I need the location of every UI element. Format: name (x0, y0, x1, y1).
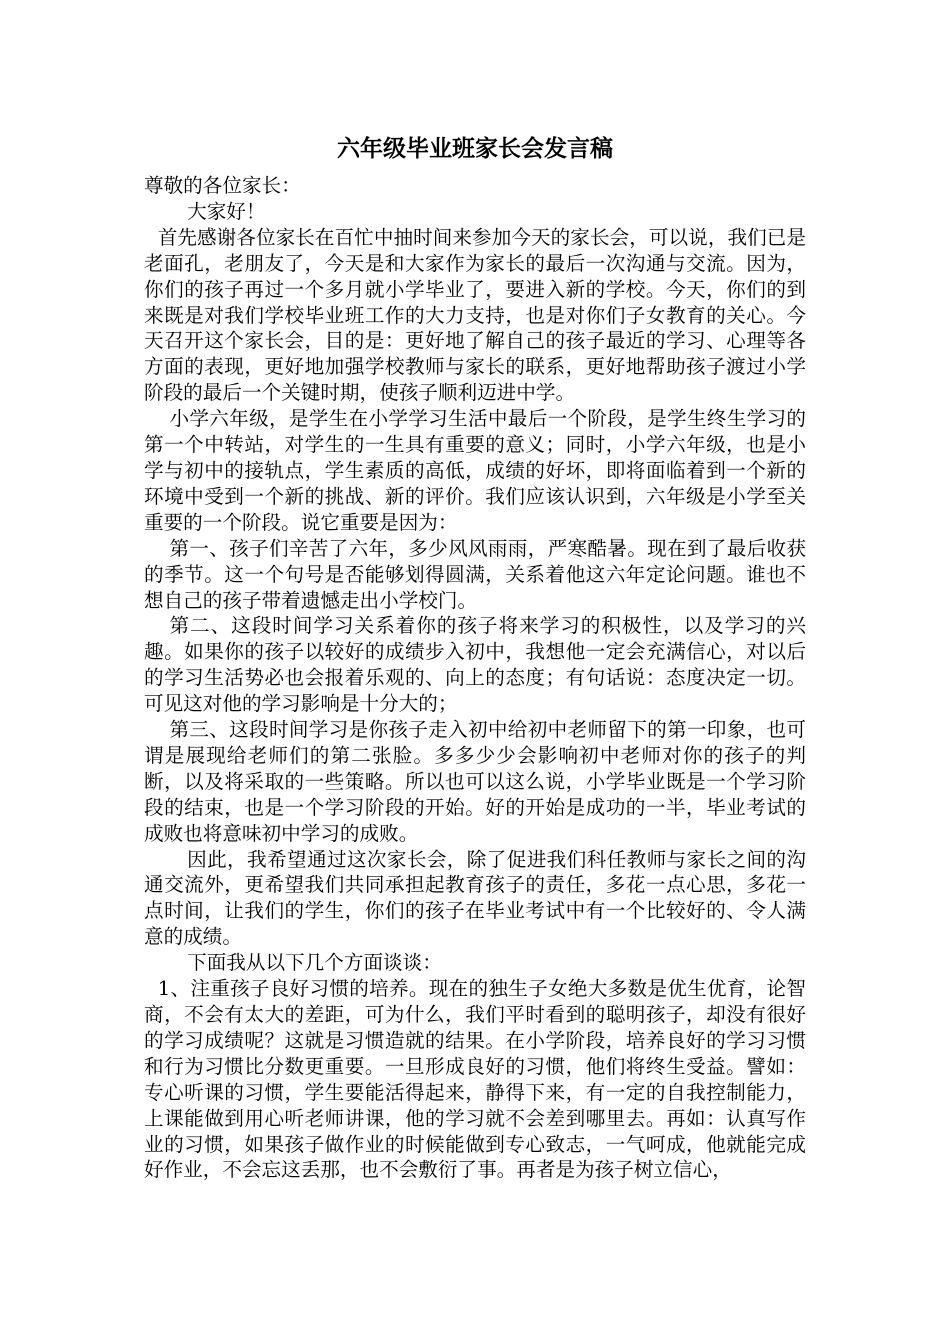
paragraph-therefore: 因此，我希望通过这次家长会，除了促进我们科任教师与家长之间的沟通交流外，更希望我们共同承担起教育孩子的责任，多花一点心思，多花一点时间，让我们的学生，你们的孩子在毕业考试中有一个比较好的、令人满意的成绩。 (144, 847, 806, 949)
paragraph-intro: 首先感谢各位家长在百忙中抽时间来参加今天的家长会，可以说，我们已是老面孔，老朋友了，今天是和大家作为家长的最后一次沟通与交流。因为，你们的孩子再过一个多月就小学毕业了，要进入新的学校。今天，你们的到来既是对我们学校毕业班工作的大力支持，也是对你们子女教育的关心。今天召开这个家长会，目的是：更好地了解自己的孩子最近的学习、心理等各方面的表现，更好地加强学校教师与家长的联系，更好地帮助孩子渡过小学阶段的最后一个关键时期，使孩子顺利迈进中学。 (144, 225, 806, 405)
paragraph-reason-two: 第二、这段时间学习关系着你的孩子将来学习的积极性，以及学习的兴趣。如果你的孩子以较好的成绩步入初中，我想他一定会充满信心，对以后的学习生活势必也会报着乐观的、向上的态度；有句话说：态度决定一切。可见这对他的学习影响是十分大的； (144, 614, 806, 716)
paragraph-topics-intro: 下面我从以下几个方面谈谈： (187, 951, 442, 975)
salutation: 尊敬的各位家长： (144, 174, 301, 197)
document-title: 六年级毕业班家长会发言稿 (337, 135, 613, 162)
paragraph-reason-three: 第三、这段时间学习是你孩子走入初中给初中老师留下的第一印象，也可谓是展现给老师们的第二张脸。多多少少会影响初中老师对你的孩子的判断，以及将采取的一些策略。所以也可以这么说，小学毕业既是一个学习阶段的结束，也是一个学习阶段的开始。好的开始是成功的一半，毕业考试的成败也将意味初中学习的成败。 (144, 718, 806, 845)
document-body (144, 173, 806, 1183)
paragraph-reason-one: 第一、孩子们辛苦了六年，多少风风雨雨，严寒酷暑。现在到了最后收获的季节。这一个句号是否能够划得圆满，关系着他这六年定论问题。谁也不想自己的孩子带着遗憾走出小学校门。 (144, 536, 806, 612)
paragraph-habits: 1、注重孩子良好习惯的培养。现在的独生子女绝大多数是优生优育，论智商，不会有太大的差距，可为什么，我们平时看到的聪明孩子，却没有很好的学习成绩呢？这就是习惯造就的结果。在小学阶段，培养良好的学习习惯和行为习惯比分数更重要。一旦形成良好的习惯，他们将终生受益。譬如：专心听课的习惯，学生要能活得起来，静得下来，有一定的自我控制能力，上课能做到用心听老师讲课，他的学习就不会差到哪里去。再如：认真写作业的习惯，如果孩子做作业的时候能做到专心致志，一气呵成，他就能完成好作业，不会忘这丢那，也不会敷衍了事。再者是为孩子树立信心， (144, 977, 806, 1182)
paragraph-grade-six: 小学六年级，是学生在小学学习生活中最后一个阶段，是学生终生学习的第一个中转站，对学生的一生具有重要的意义；同时，小学六年级，也是小学与初中的接轨点，学生素质的高低，成绩的好坏，即将面临着到一个新的环境中受到一个新的挑战、新的评价。我们应该认识到，六年级是小学至关重要的一个阶段。说它重要是因为： (144, 407, 806, 534)
greeting: 大家好！ (187, 199, 266, 223)
